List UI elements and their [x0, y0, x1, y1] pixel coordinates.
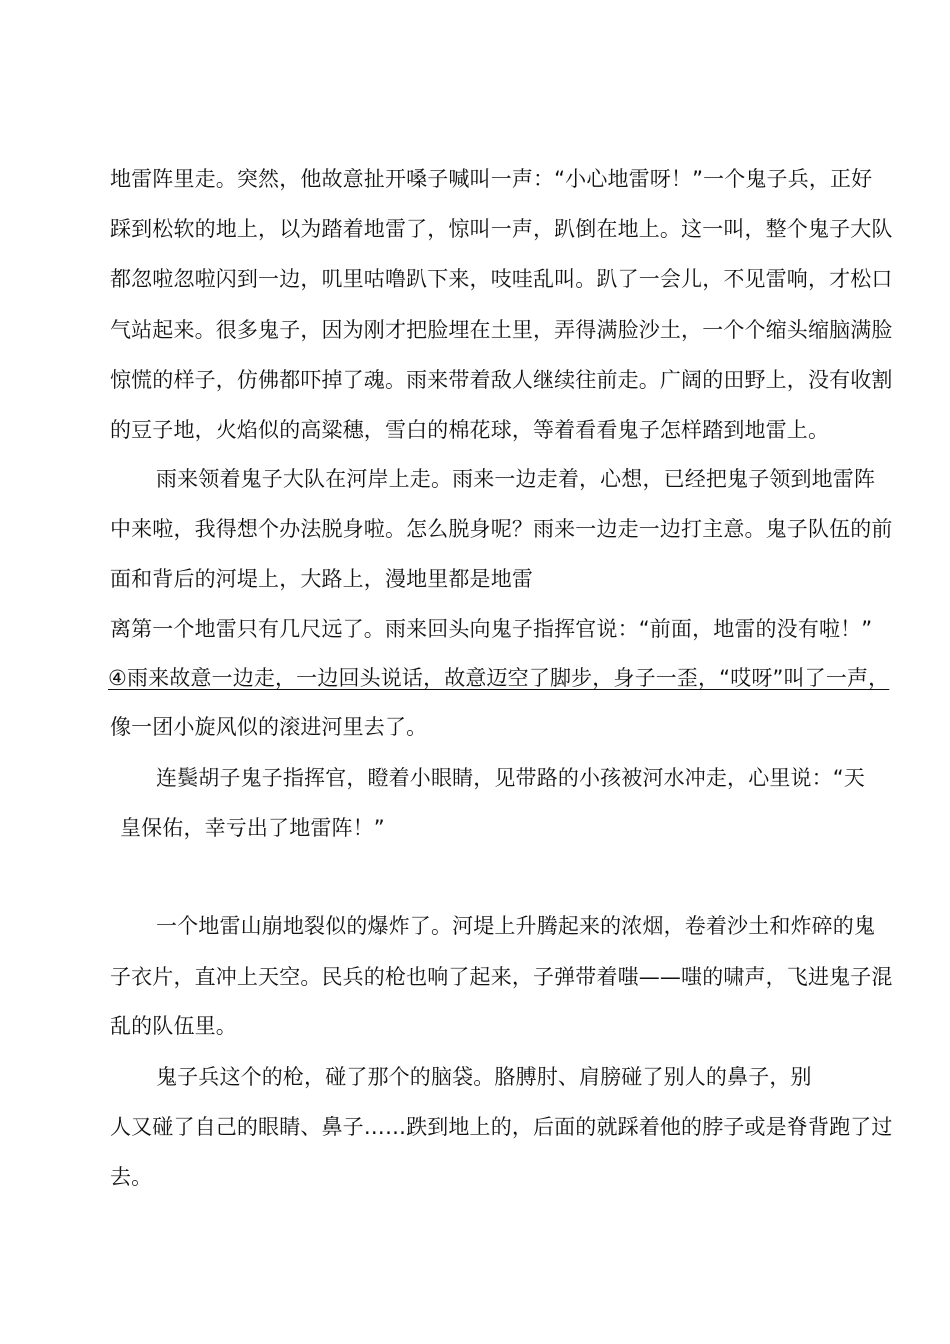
text-line-10: 离第一个地雷只有几尺远了。雨来回头向鬼子指挥官说：“前面，地雷的没有啦！” — [110, 617, 873, 641]
text-line-19: 人又碰了自己的眼睛、鼻子……跌到地上的，后面的就踩着他的脖子或是脊背跑了过 — [110, 1115, 893, 1139]
text-line-16: 子衣片，直冲上天空。民兵的枪也响了起来，子弹带着嗤——嗤的啸声，飞进鬼子混 — [110, 965, 893, 989]
text-line-13: 连鬓胡子鬼子指挥官，瞪着小眼睛，见带路的小孩被河水冲走，心里说：“天 — [156, 766, 865, 790]
text-line-17: 乱的队伍里。 — [110, 1014, 237, 1038]
text-line-20: 去。 — [110, 1165, 153, 1189]
underlined-text-line: ④雨来故意一边走，一边回头说话，故意迈空了脚步，身子一歪，“哎呀”叫了一声， — [108, 666, 890, 690]
text-line-2: 踩到松软的地上，以为踏着地雷了，惊叫一声，趴倒在地上。这一叫，整个鬼子大队 — [110, 217, 893, 241]
text-line-8: 中来啦，我得想个办法脱身啦。怎么脱身呢？雨来一边走一边打主意。鬼子队伍的前 — [110, 517, 893, 541]
text-line-5: 惊慌的样子，仿佛都吓掉了魂。雨来带着敌人继续往前走。广阔的田野上，没有收割 — [110, 368, 893, 392]
text-line-6: 的豆子地，火焰似的高粱穗，雪白的棉花球，等着看看鬼子怎样踏到地雷上。 — [110, 418, 830, 442]
text-line-7: 雨来领着鬼子大队在河岸上走。雨来一边走着，心想，已经把鬼子领到地雷阵 — [156, 467, 876, 491]
text-line-1: 地雷阵里走。突然，他故意扯开嗓子喊叫一声：“小心地雷呀！”一个鬼子兵，正好 — [110, 167, 873, 191]
text-line-18: 鬼子兵这个的枪，碰了那个的脑袋。胳膊肘、肩膀碰了别人的鼻子，别 — [156, 1065, 812, 1089]
text-line-4: 气站起来。很多鬼子，因为刚才把脸埋在土里，弄得满脸沙土，一个个缩头缩脑满脸 — [110, 318, 893, 342]
text-line-12: 像一团小旋风似的滚进河里去了。 — [110, 715, 428, 739]
text-line-14: 皇保佑，幸亏出了地雷阵！” — [120, 816, 385, 840]
text-line-15: 一个地雷山崩地裂似的爆炸了。河堤上升腾起来的浓烟，卷着沙土和炸碎的鬼 — [156, 914, 876, 938]
text-line-9: 面和背后的河堤上，大路上，漫地里都是地雷 — [110, 567, 533, 591]
text-line-3: 都忽啦忽啦闪到一边，叽里咕噜趴下来，吱哇乱叫。趴了一会儿，不见雷响，才松口 — [110, 267, 893, 291]
